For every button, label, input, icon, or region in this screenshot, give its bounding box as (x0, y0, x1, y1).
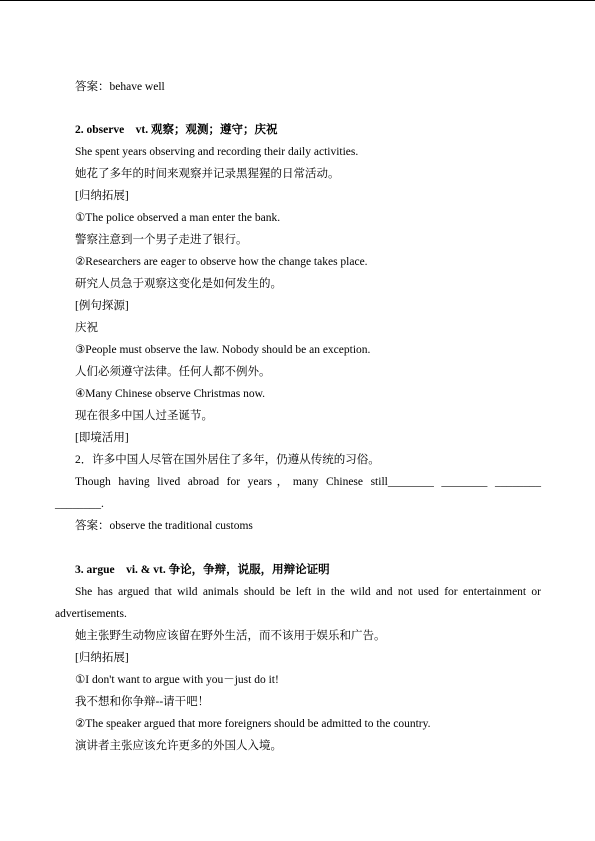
s3-example-en: She has argued that wild animals should be left in the wild and not used for entertainment or (75, 586, 541, 598)
s2-item3-zh: 人们必须遵守法律。任何人都不例外。 (75, 366, 271, 378)
s2-question-en-cont: ________. (55, 498, 104, 510)
s3-example-en-cont: advertisements. (55, 608, 127, 620)
s3-tag-expand: [归纳拓展] (75, 652, 129, 664)
s2-item2-en: ②Researchers are eager to observe how the change takes place. (75, 256, 368, 268)
s2-item4-en: ④Many Chinese observe Christmas now. (75, 388, 266, 400)
s2-celebrate-label: 庆祝 (75, 322, 98, 334)
s2-example-en: She spent years observing and recording their daily activities. (75, 146, 359, 158)
s2-tag-practice: [即境活用] (75, 432, 129, 444)
s3-item2-en: ②The speaker argued that more foreigners should be admitted to the country. (75, 718, 431, 730)
s3-item1-zh: 我不想和你争辩--请干吧！ (75, 696, 210, 708)
answer-2: 答案：observe the traditional customs (75, 520, 253, 532)
s3-example-zh: 她主张野生动物应该留在野外生活，而不该用于娱乐和广告。 (75, 630, 386, 642)
s2-tag-source: [例句探源] (75, 300, 129, 312)
section-3-heading: 3. argue vi. & vt. 争论，争辩，说服，用辩论证明 (75, 564, 330, 576)
s2-tag-expand: [归纳拓展] (75, 190, 129, 202)
s2-item1-zh: 警察注意到一个男子走进了银行。 (75, 234, 248, 246)
answer-1: 答案：behave well (75, 81, 165, 93)
section-2-heading: 2. observe vt. 观察；观测；遵守；庆祝 (75, 124, 278, 136)
s2-item1-en: ①The police observed a man enter the bank. (75, 212, 281, 224)
s2-question-zh: 2．许多中国人尽管在国外居住了多年，仍遵从传统的习俗。 (75, 454, 380, 466)
s2-item3-en: ③People must observe the law. Nobody should be an exception. (75, 344, 371, 356)
s2-example-zh: 她花了多年的时间来观察并记录黑猩猩的日常活动。 (75, 168, 340, 180)
s3-item1-en: ①I don't want to argue with you－just do it! (75, 674, 279, 686)
page-top-border (0, 0, 595, 1)
s2-question-en: Though having lived abroad for years，many Chinese still________ ________ ________ (75, 476, 541, 488)
s2-item2-zh: 研究人员急于观察这变化是如何发生的。 (75, 278, 282, 290)
s3-item2-zh: 演讲者主张应该允许更多的外国人入境。 (75, 740, 282, 752)
s2-item4-zh: 现在很多中国人过圣诞节。 (75, 410, 213, 422)
